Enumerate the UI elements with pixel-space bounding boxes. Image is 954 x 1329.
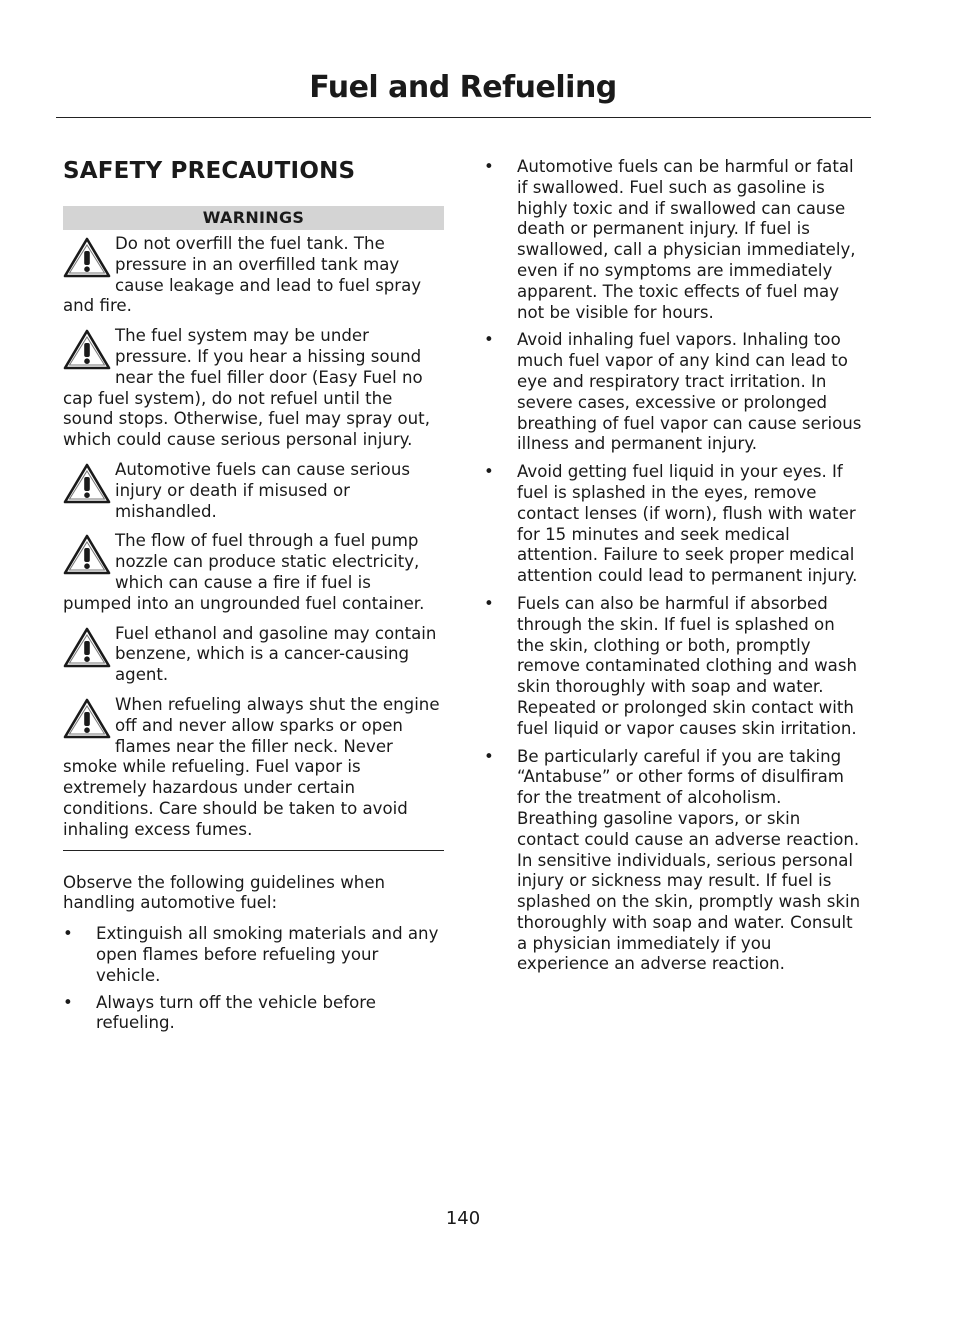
- bullet-glyph: •: [484, 593, 494, 613]
- left-bullet-list: [63, 924, 444, 1034]
- list-item: [484, 747, 865, 976]
- list-item: [63, 993, 444, 1035]
- intro-paragraph: Observe the following guidelines when handling automotive fuel:: [63, 872, 386, 913]
- warning-triangle-icon: [63, 462, 111, 504]
- warning-item: [63, 234, 444, 317]
- list-item-text: Always turn off the vehicle before refueling.: [96, 992, 376, 1033]
- title-divider: [56, 117, 871, 118]
- warning-text: The fuel system may be under pressure. If you hear a hissing sound near the fuel filler door (Easy Fuel no cap fuel system), do not refuel until the sound stops. Otherwise, fuel may spray out, which could cause serious personal injury.: [63, 326, 430, 450]
- list-item-text: Automotive fuels can be harmful or fatal if swallowed. Fuel such as gasoline is highly toxic and if swallowed can cause death or permanent injury. If fuel is swallowed, call a physician immediately, even if no symptoms are immediately apparent. The toxic effects of fuel may not be visible for hours.: [517, 157, 856, 322]
- list-item-text: Avoid inhaling fuel vapors. Inhaling too much fuel vapor of any kind can lead to eye and respiratory tract irritation. In severe cases, excessive or prolonged breathing of fuel vapor can cause serious illness and permanent injury.: [517, 330, 862, 454]
- warning-item: [63, 460, 444, 522]
- left-column: [63, 150, 444, 1040]
- warning-text: The flow of fuel through a fuel pump nozzle can produce static electricity, which can cause a fire if fuel is pumped into an ungrounded fuel container.: [63, 531, 425, 613]
- bullet-glyph: •: [63, 992, 73, 1012]
- section-heading: SAFETY PRECAUTIONS: [63, 158, 356, 184]
- warning-triangle-icon: [63, 533, 111, 575]
- warning-item: [63, 695, 444, 841]
- warning-triangle-icon: [63, 328, 111, 370]
- warning-text: When refueling always shut the engine off and never allow sparks or open flames near the filler neck. Never smoke while refueling. Fuel vapor is extremely hazardous under certain conditions. Care should be taken to avoid inhaling excess fumes.: [63, 694, 440, 839]
- warning-text: Fuel ethanol and gasoline may contain benzene, which is a cancer-causing agent.: [115, 623, 437, 685]
- warning-item: [63, 531, 444, 614]
- list-item: [484, 462, 865, 587]
- warning-item: [63, 624, 444, 686]
- list-item: [484, 330, 865, 455]
- list-item-text: Extinguish all smoking materials and any open flames before refueling your vehicle.: [96, 924, 439, 985]
- warning-triangle-icon: [63, 236, 111, 278]
- warning-text: Automotive fuels can cause serious injury or death if misused or mishandled.: [115, 459, 410, 521]
- list-item-text: Be particularly careful if you are taking “Antabuse” or other forms of disulfiram for the treatment of alcoholism. Breathing gasoline vapors, or skin contact could cause an adverse reaction. In sensitive individuals, serious personal injury or sickness may result. If fuel is splashed on the skin, promptly wash skin thoroughly with soap and water. Consult a physician immediately if you experience an adverse reaction.: [517, 746, 861, 974]
- list-item: [484, 157, 865, 323]
- bullet-glyph: •: [484, 746, 494, 766]
- list-item-text: Avoid getting fuel liquid in your eyes. If fuel is splashed in the eyes, remove contact lenses (if worn), flush with water for 15 minutes and seek medical attention. Failure to seek proper medical attention could lead to permanent injury.: [517, 462, 858, 586]
- right-column: [484, 157, 865, 982]
- warning-triangle-icon: [63, 626, 111, 668]
- page-title: Fuel and Refueling: [309, 70, 617, 105]
- bullet-glyph: •: [484, 157, 494, 176]
- warning-text: Do not overfill the fuel tank. The pressure in an overfilled tank may cause leakage and lead to fuel spray and fire.: [63, 234, 422, 316]
- list-item-text: Fuels can also be harmful if absorbed through the skin. If fuel is splashed on the skin, clothing or both, promptly remove contaminated clothing and wash skin thoroughly with soap and water. Repeated or prolonged skin contact with fuel liquid or vapor causes skin irritation.: [517, 593, 857, 738]
- bullet-glyph: •: [484, 330, 494, 350]
- right-bullet-list: [484, 157, 865, 975]
- warning-triangle-icon: [63, 697, 111, 739]
- warnings-header: WARNINGS: [63, 206, 444, 230]
- list-item: [63, 924, 444, 986]
- page-number: 140: [445, 1208, 481, 1229]
- warnings-end-divider: [63, 850, 444, 851]
- list-item: [484, 594, 865, 740]
- bullet-glyph: •: [484, 462, 494, 482]
- bullet-glyph: •: [63, 924, 73, 944]
- warning-item: [63, 326, 444, 451]
